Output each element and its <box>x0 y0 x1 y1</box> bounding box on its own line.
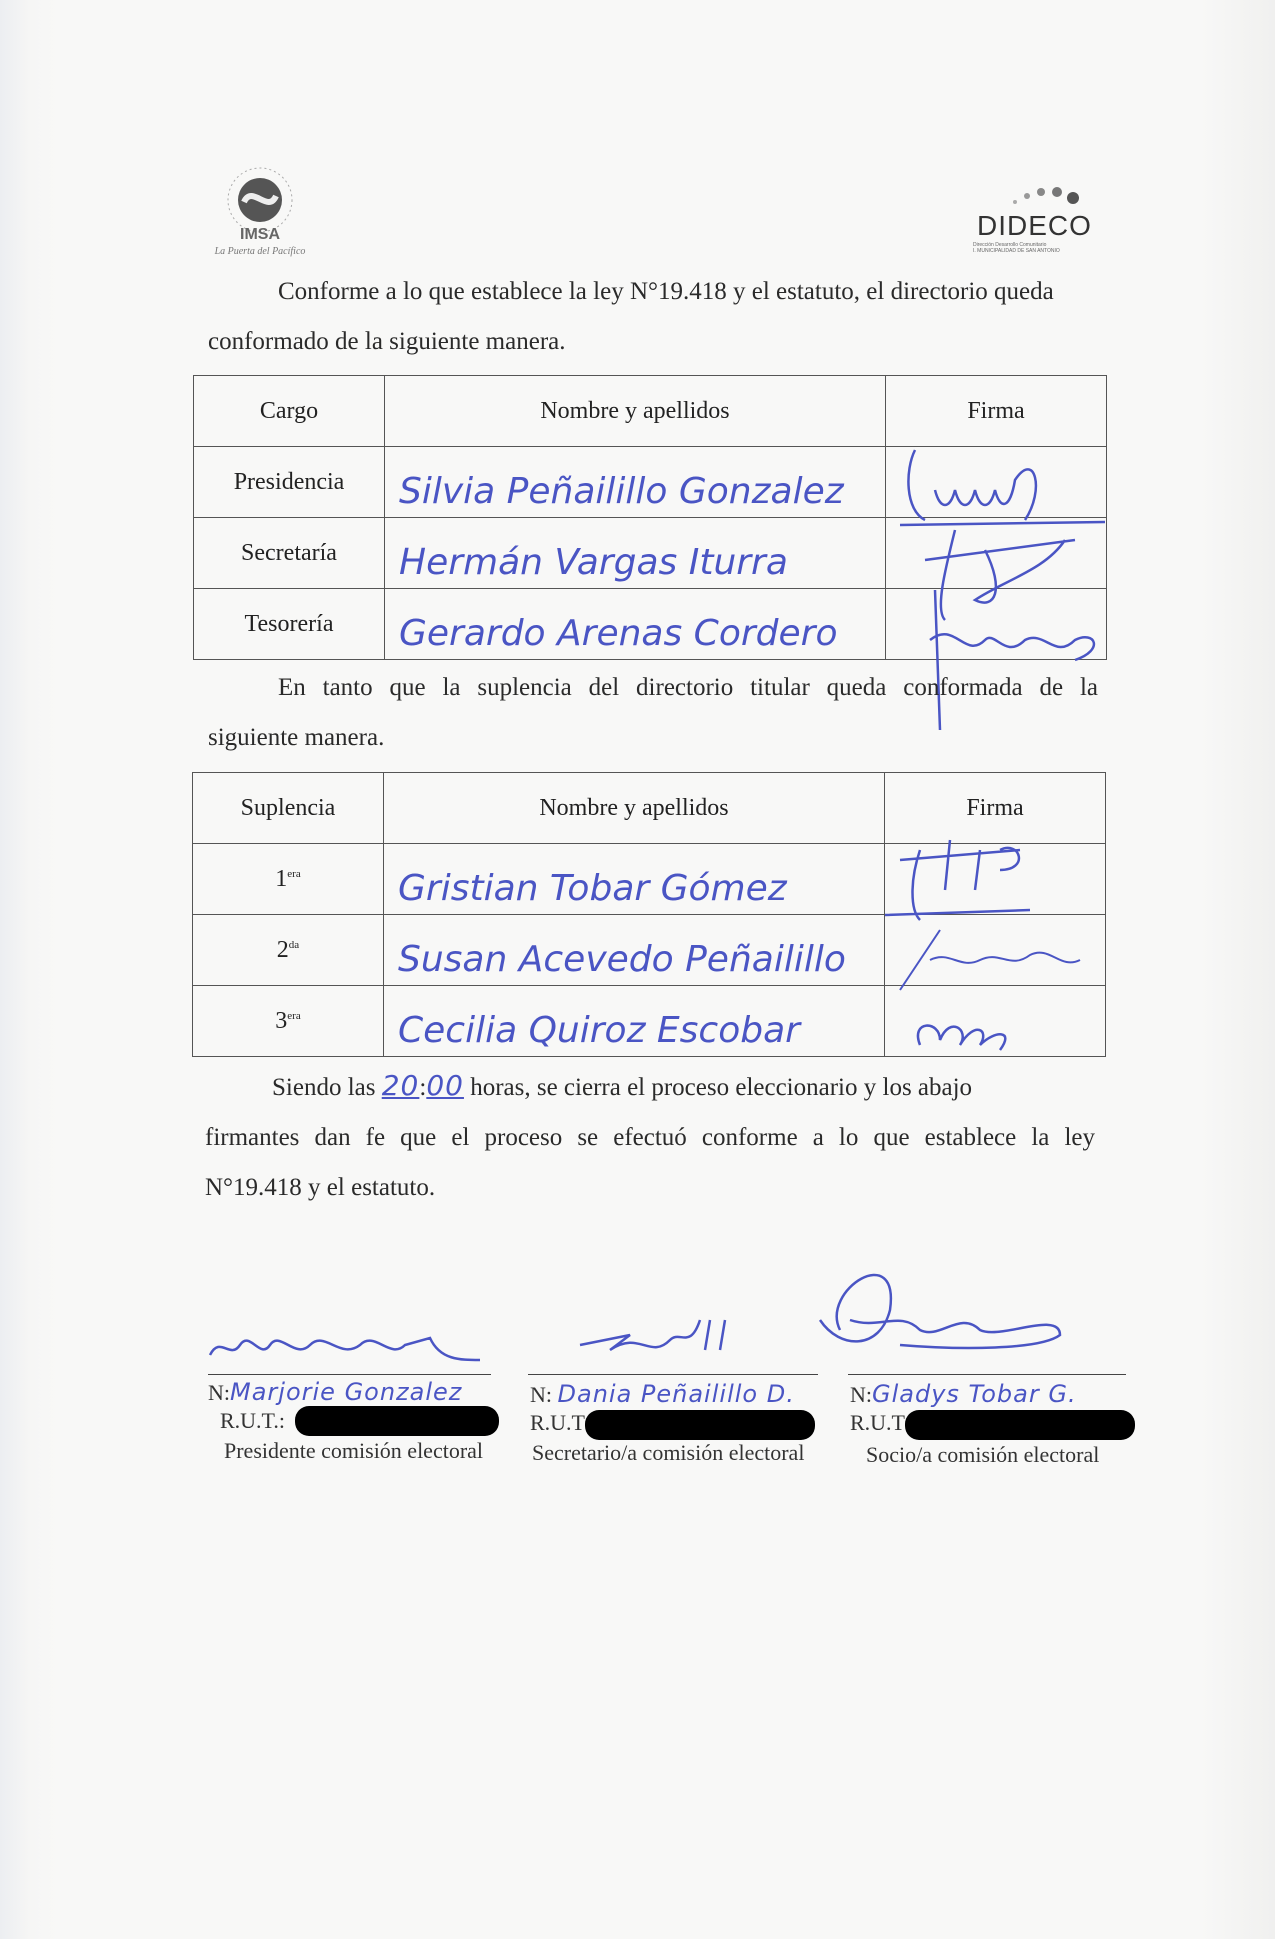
firmante-cargo: Secretario/a comisión electoral <box>532 1440 805 1465</box>
dideco-logo-line2: I. MUNICIPALIDAD DE SAN ANTONIO <box>973 248 1060 254</box>
intro-line-2: conformado de la siguiente manera. <box>208 328 566 355</box>
cierre-line-1 <box>272 1060 1094 1114</box>
ordinal-suffix: era <box>287 1009 301 1022</box>
dideco-logo <box>965 182 1095 262</box>
n-label: N: <box>208 1380 230 1405</box>
handwritten-name: Hermán Vargas Iturra <box>399 541 788 583</box>
suplencia-intro-line-1: En tanto que la suplencia del directorio titular queda conformada de la <box>278 674 1098 701</box>
intro-line-1: Conforme a lo que establece la ley N°19.418 y el estatuto, el directorio queda <box>278 278 1054 305</box>
firmante-name-row <box>208 1378 462 1406</box>
dideco-logo-text: DIDECO <box>977 210 1092 241</box>
redaction-bar <box>585 1410 815 1440</box>
rut-label: R.U.T <box>530 1410 585 1435</box>
cierre-line-2: firmantes dan fe que el proceso se efectuó conforme a lo que establece la ley <box>205 1124 1095 1151</box>
time-separator: : <box>419 1074 427 1101</box>
firmante-name-row <box>530 1380 795 1408</box>
ordinal-number: 3 <box>275 1007 288 1034</box>
firmante-cargo: Socio/a comisión electoral <box>866 1442 1100 1467</box>
ordinal-number: 2 <box>276 936 289 963</box>
redaction-bar <box>295 1406 499 1436</box>
handwritten-name: Silvia Peñailillo Gonzalez <box>399 470 844 512</box>
header-suplencia: Suplencia <box>193 773 384 844</box>
ordinal-suffix: da <box>288 938 300 951</box>
dideco-logo-line1: Dirección Desarrollo Comunitario <box>973 242 1047 248</box>
signature-line <box>208 1374 491 1375</box>
imsa-logo-text: IMSA <box>240 226 280 243</box>
handwritten-name: Susan Acevedo Peñailillo <box>398 938 846 980</box>
n-label: N: <box>530 1382 552 1407</box>
handwritten-name: Dania Peñailillo D. <box>557 1380 795 1408</box>
cierre-line-3: N°19.418 y el estatuto. <box>205 1174 436 1201</box>
ordinal-suffix: era <box>287 867 301 880</box>
firmantes-signatures <box>200 1250 1100 1380</box>
header-firma: Firma <box>885 773 1106 844</box>
suplencia-intro-line-2: siguiente manera. <box>208 724 385 751</box>
handwritten-minutes: 00 <box>426 1069 464 1102</box>
redaction-bar <box>905 1410 1135 1440</box>
cierre-pre: Siendo las <box>272 1074 376 1101</box>
cargo-cell: Secretaría <box>194 518 385 589</box>
cierre-post: horas, se cierra el proceso eleccionario y los abajo <box>470 1074 973 1101</box>
cargo-cell: Tesorería <box>194 589 385 660</box>
header-firma: Firma <box>886 376 1107 447</box>
imsa-logo <box>210 162 310 262</box>
header-nombre: Nombre y apellidos <box>385 376 886 447</box>
imsa-logo-subtitle: La Puerta del Pacífico <box>214 246 306 257</box>
handwritten-name: Marjorie Gonzalez <box>230 1378 463 1406</box>
signature-line <box>528 1374 818 1375</box>
handwritten-name: Gerardo Arenas Cordero <box>399 612 838 654</box>
n-label: N: <box>850 1382 872 1407</box>
handwritten-hour: 20 <box>381 1069 420 1102</box>
firmante-name-row <box>850 1380 1077 1408</box>
rut-label: R.U.T.: <box>220 1408 285 1433</box>
suplencia-signatures <box>880 830 1110 1070</box>
firmante-cargo: Presidente comisión electoral <box>224 1438 484 1463</box>
rut-label: R.U.T <box>850 1410 905 1435</box>
handwritten-name: Gladys Tobar G. <box>872 1380 1077 1408</box>
cargo-cell: Presidencia <box>194 447 385 518</box>
signature-line <box>848 1374 1126 1375</box>
handwritten-name: Gristian Tobar Gómez <box>398 867 787 909</box>
handwritten-name: Cecilia Quiroz Escobar <box>398 1009 800 1051</box>
ordinal-number: 1 <box>275 865 288 892</box>
header-nombre: Nombre y apellidos <box>384 773 885 844</box>
header-cargo: Cargo <box>194 376 385 447</box>
